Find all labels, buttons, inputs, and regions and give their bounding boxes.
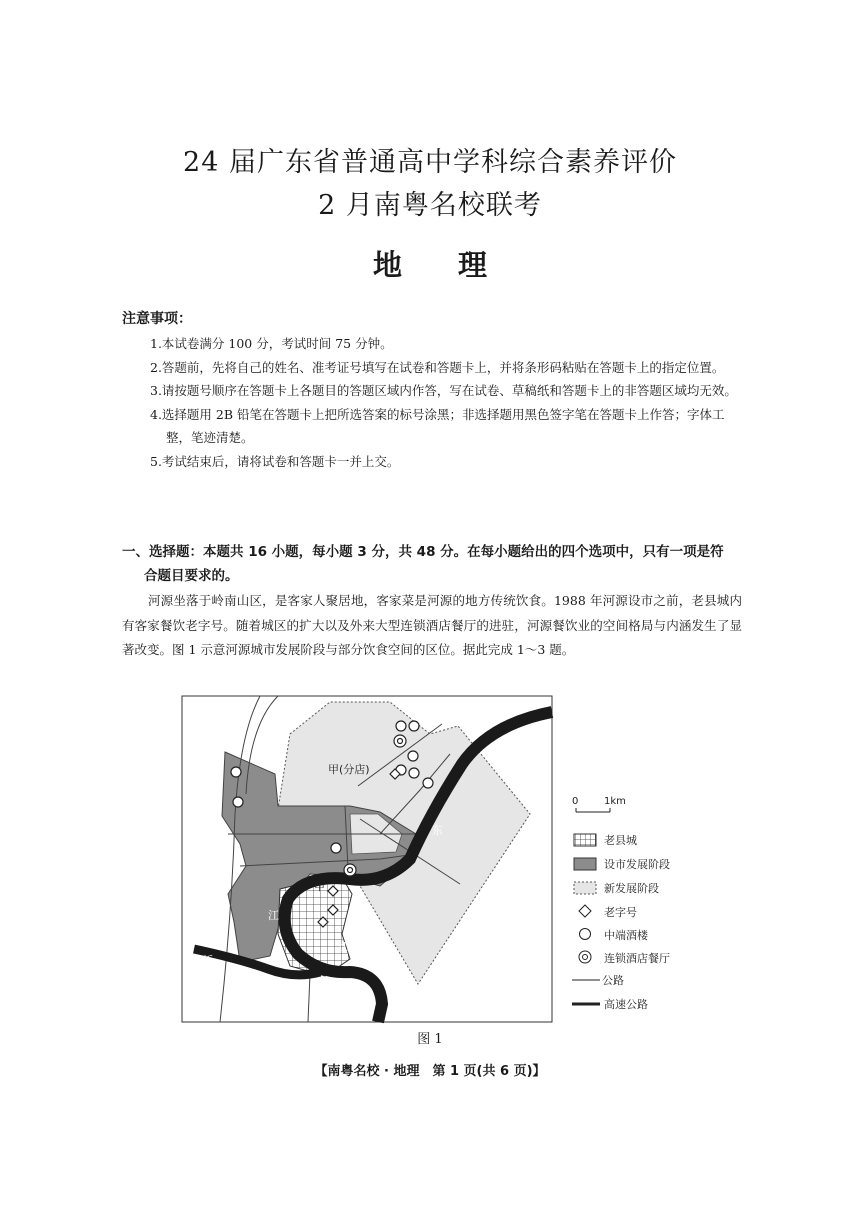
scale-bar: [572, 796, 626, 812]
label-river-feng: 丰: [256, 974, 267, 987]
scale-zero: 0: [572, 796, 579, 807]
notice-item-3: 3.请按题号顺序在答题卡上各题目的答题区域内作答，写在试卷、草稿纸和答题卡上的非答题区域均无效。: [150, 383, 737, 398]
legend-label-old-brand: 老字号: [604, 906, 637, 919]
label-jia-branch: 甲(分店): [328, 763, 370, 776]
subject-char-2: 理: [458, 248, 488, 282]
legend-label-old-town: 老县城: [604, 834, 637, 847]
legend-label-city-stage: 设市发展阶段: [604, 858, 670, 871]
subject-title: [0, 243, 860, 284]
notice-heading: 注意事项：: [122, 311, 192, 327]
notice-item-2: 2.答题前，先将自己的姓名、准考证号填写在试卷和答题卡上，并将条形码粘贴在答题卡上的指定位置。: [150, 359, 725, 375]
label-river-jiang1: 江: [268, 909, 279, 922]
figure-1-map: [180, 694, 690, 1026]
legend-label-highway: 高速公路: [604, 998, 648, 1011]
scale-distance: 1km: [604, 796, 626, 807]
question-stem-paragraph: 河源坐落于岭南山区，是客家人聚居地，客家菜是河源的地方传统饮食。1988 年河源设市之前，老县城内有客家餐饮老字号。随着城区的扩大以及外来大型连锁酒店餐厅的进驻，河源餐饮业的空间格局与内涵发生了显著改变。图 1 示意河源城市发展阶段与部分饮食空间的区位。据此完成 1～3 题。: [122, 593, 742, 657]
mid-restaurant-marker: [331, 843, 341, 853]
chain-restaurant-marker-inner: [348, 868, 353, 873]
notice-list: [150, 332, 740, 473]
section-heading: [122, 540, 744, 588]
notice-item-1: 1.本试卷满分 100 分，考试时间 75 分钟。: [150, 336, 393, 351]
notice-item-4: 4.选择题用 2B 铅笔在答题卡上把所选答案的标号涂黑；非选择题用黑色签字笔在答题卡上作答；字体工整，笔迹清楚。: [150, 406, 725, 445]
legend-label-chain-restaurant: 连锁酒店餐厅: [604, 952, 670, 965]
label-river-jiang2: 江: [338, 940, 349, 953]
exam-title-line1: 24 届广东省普通高中学科综合素养评价: [183, 147, 677, 178]
exam-title-line2: 2 月南粤名校联考: [318, 190, 542, 221]
legend: [572, 833, 670, 1011]
section-heading-line2: 合题目要求的。: [144, 568, 239, 584]
legend-label-new-stage: 新发展阶段: [604, 882, 659, 895]
mid-restaurant-marker: [231, 767, 241, 777]
mid-restaurant-marker: [408, 751, 418, 761]
legend-dark-swatch: [574, 858, 596, 870]
legend-grid-swatch: [574, 834, 596, 846]
figure-caption: 图 1: [417, 1032, 443, 1047]
mid-restaurant-marker: [409, 768, 419, 778]
page-footer: 【南粤名校 · 地理 第 1 页(共 6 页)】: [314, 1064, 546, 1079]
label-river-dong: 东: [432, 824, 443, 837]
mid-restaurant-marker: [233, 797, 243, 807]
label-jia: 甲: [314, 880, 325, 893]
chain-restaurant-marker-inner: [398, 739, 403, 744]
legend-circle-icon: [580, 929, 591, 940]
mid-restaurant-marker: [409, 721, 419, 731]
section-heading-line1: 一、选择题：本题共 16 小题，每小题 3 分，共 48 分。在每小题给出的四个选项中，只有一项是符: [122, 544, 724, 560]
label-river-xin: 新: [202, 954, 213, 967]
mid-restaurant-marker: [423, 778, 433, 788]
legend-label-road: 公路: [602, 974, 624, 987]
legend-light-swatch: [574, 882, 596, 894]
notice-item-5: 5.考试结束后，请将试卷和答题卡一并上交。: [150, 453, 400, 469]
legend-diamond-icon: [579, 905, 591, 917]
legend-label-mid-restaurant: 中端酒楼: [604, 929, 648, 942]
mid-restaurant-marker: [396, 721, 406, 731]
subject-char-1: 地: [372, 248, 402, 282]
